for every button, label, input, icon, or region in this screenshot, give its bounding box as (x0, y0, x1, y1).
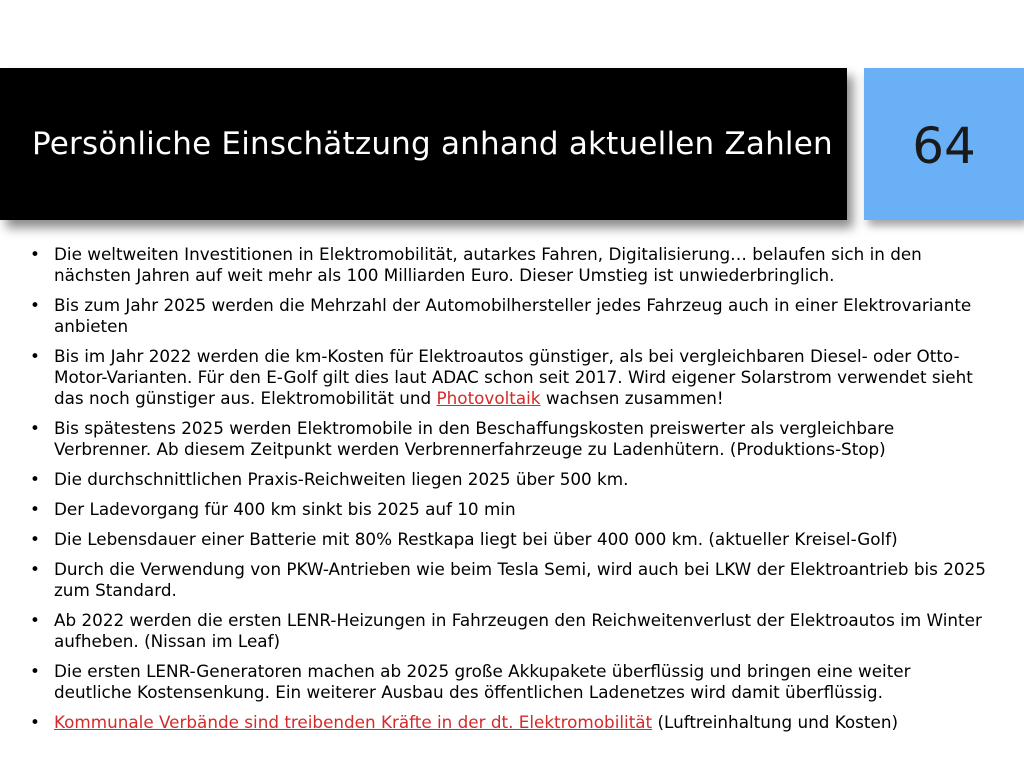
bullet-item-investments (30, 244, 990, 286)
bullet-item-trucks (30, 559, 990, 601)
bullet-item-municipal (30, 712, 990, 733)
bullet-text: Die weltweiten Investitionen in Elektromobilität, autarkes Fahren, Digitalisierung… belaufen sich in den nächsten Jahren auf weit mehr als 100 Milliarden Euro. Dieser Umstieg ist unwiederbringlich. (54, 244, 922, 285)
bullet-icon: • (30, 610, 40, 630)
bullet-icon: • (30, 499, 40, 519)
bullet-icon: • (30, 529, 40, 549)
bullet-item-lenr-generators (30, 661, 990, 703)
bullet-item-manufacturers (30, 295, 990, 337)
kommunale-verbaende-link[interactable]: Kommunale Verbände sind treibenden Kräfte in der dt. Elektromobilität (54, 712, 653, 732)
bullet-text: Die durchschnittlichen Praxis-Reichweiten liegen 2025 über 500 km. (54, 469, 629, 489)
bullet-icon: • (30, 346, 40, 366)
bullet-text: Bis im Jahr 2022 werden die km-Kosten für Elektroautos günstiger, als bei vergleichbaren Diesel- oder Otto-Motor-Varianten. Für den E-Golf gilt dies laut ADAC schon seit 2017. Wird eigener Solarstrom verwendet sieht das noch günstiger aus. Elektromobilität und (54, 346, 973, 408)
bullet-text: Die Lebensdauer einer Batterie mit 80% Restkapa liegt bei über 400 000 km. (aktueller Kreisel-Golf) (54, 529, 898, 549)
bullet-text: Bis zum Jahr 2025 werden die Mehrzahl der Automobilhersteller jedes Fahrzeug auch in einer Elektrovariante anbieten (54, 295, 972, 336)
bullet-icon: • (30, 418, 40, 438)
bullet-icon: • (30, 661, 40, 681)
bullet-icon: • (30, 469, 40, 489)
slide-number: 64 (912, 117, 976, 175)
bullet-item-charging (30, 499, 990, 520)
bullet-item-km-costs (30, 346, 990, 409)
bullet-icon: • (30, 244, 40, 264)
bullet-text: Der Ladevorgang für 400 km sinkt bis 2025 auf 10 min (54, 499, 516, 519)
bullet-item-range (30, 469, 990, 490)
bullet-icon: • (30, 295, 40, 315)
bullet-item-battery-life (30, 529, 990, 550)
bullet-text-tail: (Luftreinhaltung und Kosten) (652, 712, 898, 732)
bullet-text-tail: wachsen zusammen! (540, 388, 724, 408)
bullet-item-procurement-costs (30, 418, 990, 460)
photovoltaik-link[interactable]: Photovoltaik (436, 388, 541, 408)
bullet-text: Die ersten LENR-Generatoren machen ab 2025 große Akkupakete überflüssig und bringen eine weiter deutliche Kostensenkung. Ein weiterer Ausbau des öffentlichen Ladenetzes wird damit überflüssig. (54, 661, 911, 702)
bullet-text: Ab 2022 werden die ersten LENR-Heizungen in Fahrzeugen den Reichweitenverlust der Elektroautos im Winter aufheben. (Nissan im Leaf) (54, 610, 982, 651)
bullet-item-lenr-heating (30, 610, 990, 652)
slide-title: Persönliche Einschätzung anhand aktuellen Zahlen (32, 126, 833, 162)
bullet-text: Bis spätestens 2025 werden Elektromobile in den Beschaffungskosten preiswerter als vergleichbare Verbrenner. Ab diesem Zeitpunkt werden Verbrennerfahrzeuge zu Ladenhütern. (Produktions-Stop) (54, 418, 895, 459)
bullet-icon: • (30, 712, 40, 732)
bullet-text: Durch die Verwendung von PKW-Antrieben wie beim Tesla Semi, wird auch bei LKW der Elektroantrieb bis 2025 zum Standard. (54, 559, 986, 600)
bullet-icon: • (30, 559, 40, 579)
bullet-list (30, 244, 990, 742)
